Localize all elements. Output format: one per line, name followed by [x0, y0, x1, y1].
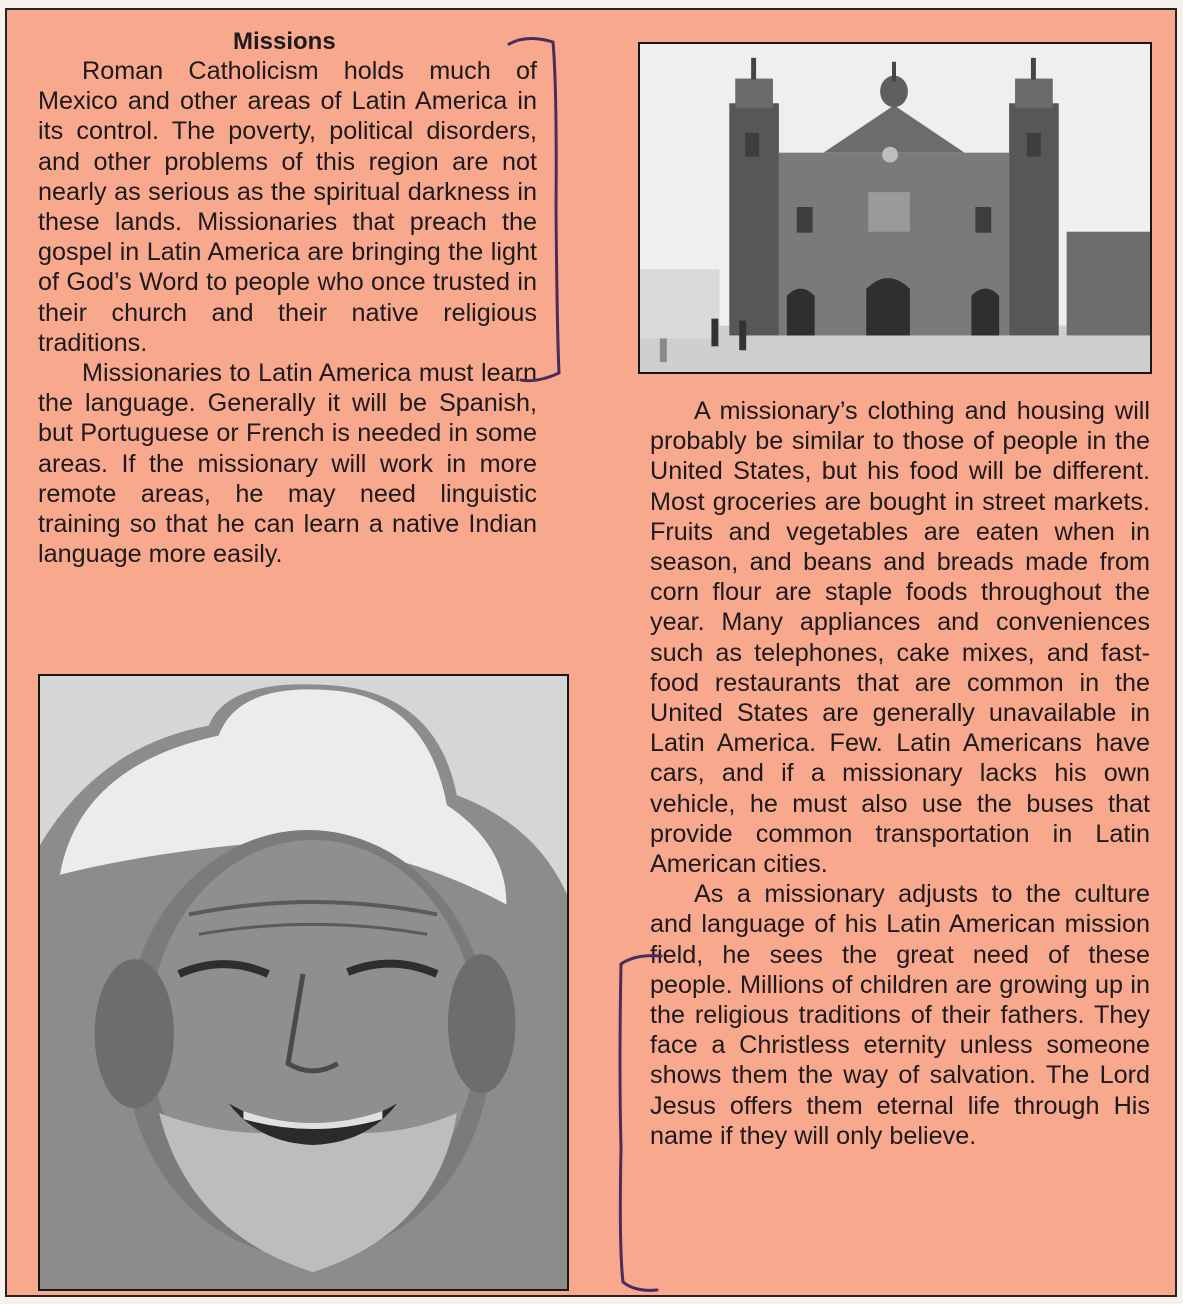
church-photo: [638, 42, 1152, 374]
paragraph-great-need: As a missionary adjusts to the culture and language of his Latin American mission field, he sees the great need of these people. Millions of children are growing up in the religious traditions of their fathers. They face a Christless eternity unless someone shows them the way of salvation. The Lord Jesus offers them eternal life through His name if they will only believe.: [650, 880, 1150, 1150]
pen-bracket-right: [507, 28, 567, 388]
paragraph-daily-life: A missionary’s clothing and housing will probably be similar to those of people in the United States, but his food will be different. Most groceries are bought in street markets. Fruits and vegetables are eaten when in season, and beans and breads made from corn flour are staple foods throughout the year. Many appliances and conveniences such as telephones, cake mixes, and fast-food restaurants that are common in the United States are generally unavailable in Latin America. Few. Latin Americans have cars, and if a missionary lacks his own vehicle, he must also use the buses that provide common transportation in Latin American cities.: [650, 397, 1150, 879]
elderly-man-illustration: [40, 676, 567, 1289]
magazine-page: [5, 8, 1177, 1297]
left-column-text: [38, 56, 537, 569]
pen-bracket-left: [605, 948, 665, 1297]
paragraph-catholicism: Roman Catholicism holds much of Mexico and other areas of Latin America in its control. The poverty, political disorders, and other problems of this region are not nearly as serious as the spiritual darkness in these lands. Missionaries that preach the gospel in Latin America are bringing the light of God’s Word to people who once trusted in their church and their native religious traditions.: [38, 57, 537, 357]
church-illustration: [640, 44, 1150, 372]
right-column-text: [650, 396, 1150, 1151]
section-heading: Missions: [233, 28, 336, 55]
elderly-man-photo: [38, 674, 569, 1291]
paragraph-language: Missionaries to Latin America must learn the language. Generally it will be Spanish, but Portuguese or French is needed in some areas. If the missionary will work in more remote areas, he may need linguistic training so that he can learn a native Indian language more easily.: [38, 359, 537, 569]
